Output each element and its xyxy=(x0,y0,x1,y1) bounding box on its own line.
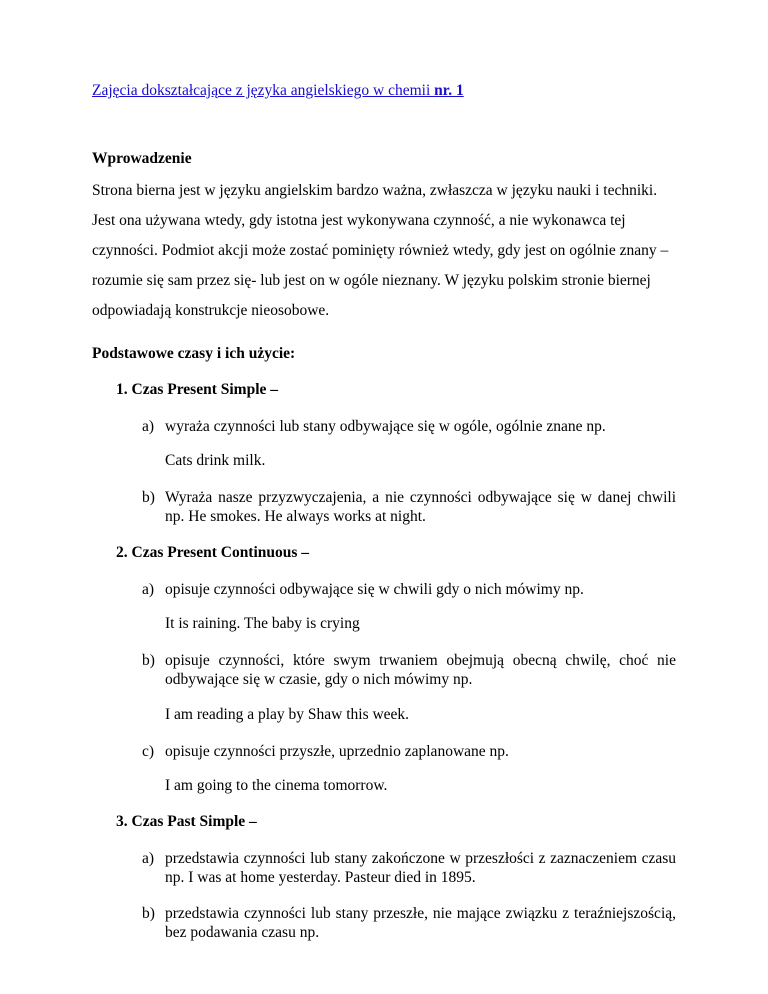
item-example: I am going to the cinema tomorrow. xyxy=(165,777,388,794)
item-letter: a) xyxy=(142,850,155,867)
item-text: przedstawia czynności lub stany zakończone w przeszłości z zaznaczeniem czasu np. I was at home yesterday. Pasteur died in 1895. xyxy=(165,850,676,886)
item-text: wyraża czynności lub stany odbywające się w ogóle, ogólnie znane np. xyxy=(165,418,606,435)
course-title-text: Zajęcia dokształcające z języka angielskiego w chemii xyxy=(92,82,435,99)
course-number: nr. 1 xyxy=(434,82,464,99)
item-letter: b) xyxy=(142,905,155,922)
item-text: przedstawia czynności lub stany przeszłe, nie mające związku z teraźniejszością, bez podawania czasu np. xyxy=(165,905,676,941)
item-text: opisuje czynności przyszłe, uprzednio zaplanowane np. xyxy=(165,743,509,760)
intro-line: czynności. Podmiot akcji może zostać pominięty również wtedy, gdy jest on ogólnie znany – xyxy=(92,242,669,259)
tense-item xyxy=(142,849,676,887)
item-letter: a) xyxy=(142,581,155,598)
tense-item xyxy=(142,651,676,689)
intro-line: Strona bierna jest w języku angielskim bardzo ważna, zwłaszcza w języku nauki i techniki. xyxy=(92,182,658,199)
intro-line: Jest ona używana wtedy, gdy istotna jest wykonywana czynność, a nie wykonawca tej xyxy=(92,212,626,229)
item-letter: c) xyxy=(142,743,155,760)
intro-line: rozumie się sam przez się- lub jest on w ogóle nieznany. W języku polskim stronie biernej xyxy=(92,272,651,289)
item-example: Cats drink milk. xyxy=(165,452,266,469)
item-text: Wyraża nasze przyzwyczajenia, a nie czynności odbywające się w danej chwili np. He smokes. He always works at night. xyxy=(165,489,676,525)
item-letter: b) xyxy=(142,489,155,506)
item-letter: b) xyxy=(142,652,155,669)
tense-item xyxy=(142,742,676,761)
intro-paragraph xyxy=(92,176,676,326)
item-text: opisuje czynności, które swym trwaniem obejmują obecną chwilę, choć nie odbywające się w czasie, gdy o nich mówimy np. xyxy=(165,652,676,688)
item-example: It is raining. The baby is crying xyxy=(165,615,360,632)
intro-heading: Wprowadzenie xyxy=(92,150,192,167)
item-letter: a) xyxy=(142,418,155,435)
tense-title: 2. Czas Present Continuous – xyxy=(116,544,310,561)
tense-title: 3. Czas Past Simple – xyxy=(116,813,257,830)
tense-title: 1. Czas Present Simple – xyxy=(116,381,279,398)
tense-item xyxy=(142,488,676,526)
tense-item xyxy=(142,580,676,599)
course-title-link[interactable] xyxy=(92,82,464,100)
intro-line: odpowiadają konstrukcje nieosobowe. xyxy=(92,302,330,319)
tenses-heading: Podstawowe czasy i ich użycie: xyxy=(92,345,296,362)
tense-item xyxy=(142,904,676,942)
tense-item xyxy=(142,417,676,436)
item-example: I am reading a play by Shaw this week. xyxy=(165,706,410,723)
item-text: opisuje czynności odbywające się w chwili gdy o nich mówimy np. xyxy=(165,581,584,598)
